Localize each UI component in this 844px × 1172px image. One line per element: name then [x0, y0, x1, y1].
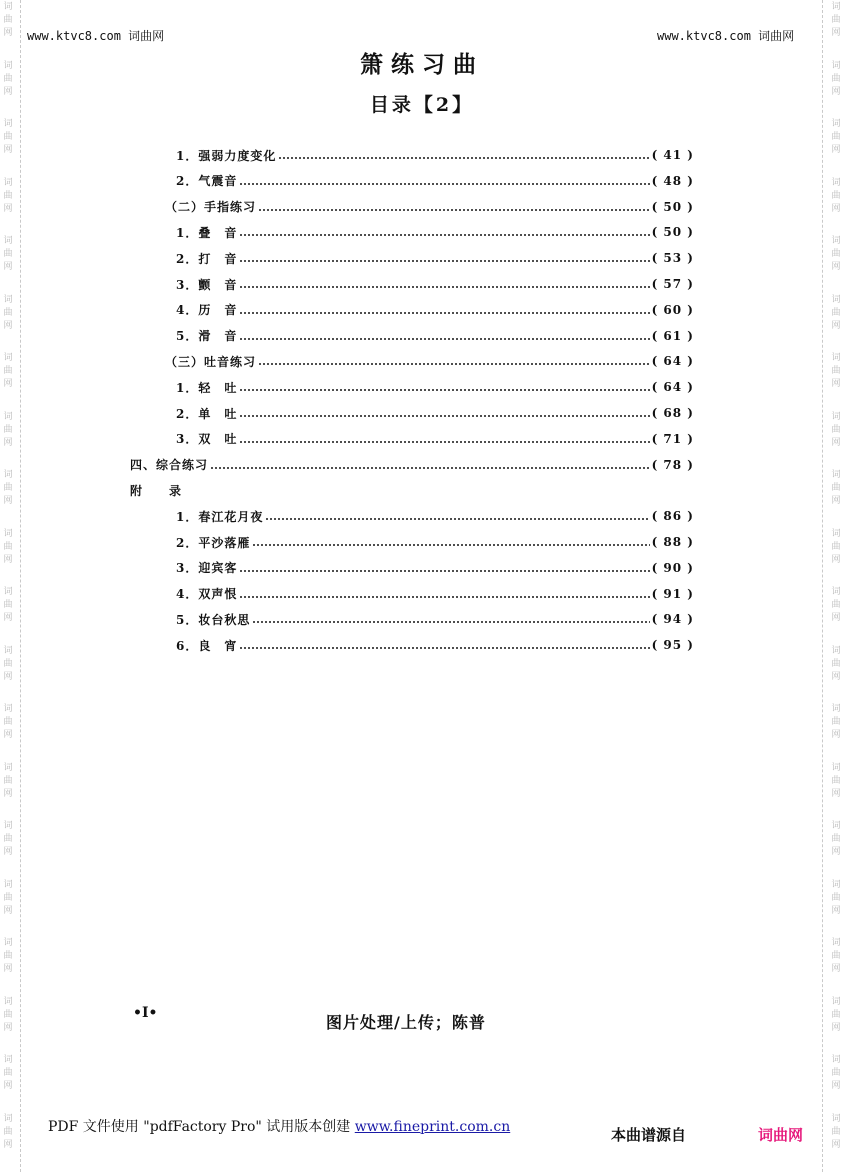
- toc-leader-dots: [239, 312, 649, 314]
- watermark-char: 曲: [831, 1068, 841, 1078]
- header-site-right[interactable]: www.ktvc8.com 词曲网: [657, 29, 795, 43]
- watermark-char: 曲: [3, 483, 13, 493]
- toc-entry-page: ( 53 ): [651, 251, 694, 266]
- right-dashed-border: [822, 0, 823, 1172]
- brand-logo-text[interactable]: 词曲网: [758, 1126, 804, 1144]
- toc-entry-label: （三）吐音练习: [165, 354, 257, 369]
- toc-entry-page: ( 48 ): [651, 173, 694, 188]
- toc-leader-dots: [239, 389, 649, 391]
- watermark-char: 词: [3, 177, 13, 188]
- toc-entry-page: ( 86 ): [651, 509, 694, 524]
- watermark-char: 词: [831, 645, 841, 656]
- toc-entry-page: ( 64 ): [651, 354, 694, 369]
- toc-entry-label: 2．单 吐: [176, 406, 238, 421]
- watermark-char: 网: [3, 28, 13, 38]
- watermark-char: 曲: [831, 249, 841, 259]
- watermark-char: 词: [3, 353, 13, 363]
- source-label: 本曲谱源自: [611, 1126, 687, 1144]
- toc-entry[interactable]: [176, 558, 694, 578]
- watermark-char: 曲: [831, 1126, 841, 1137]
- watermark-char: 网: [831, 145, 841, 155]
- watermark-char: 词: [3, 587, 13, 597]
- watermark-char: 曲: [3, 541, 13, 552]
- toc-leader-dots: [239, 286, 649, 288]
- watermark-char: 曲: [3, 1068, 13, 1078]
- watermark-group: [3, 938, 12, 997]
- toc-entry[interactable]: [176, 532, 694, 552]
- toc-entry-label: 2．气震音: [176, 174, 238, 189]
- toc-entry-page: ( 91 ): [651, 586, 694, 601]
- watermark-group: [3, 821, 12, 880]
- pdf-footer-note: [48, 1116, 510, 1136]
- watermark-group: [3, 763, 12, 822]
- watermark-char: 词: [831, 177, 841, 188]
- watermark-char: 词: [831, 996, 841, 1007]
- watermark-char: 曲: [831, 366, 841, 376]
- page-number: •Ⅰ•: [133, 1005, 158, 1021]
- watermark-char: 网: [831, 203, 841, 214]
- watermark-group: [3, 470, 12, 529]
- toc-entry[interactable]: [176, 145, 694, 165]
- watermark-char: 曲: [3, 190, 13, 201]
- watermark-group: [3, 236, 12, 295]
- watermark-group: [3, 646, 12, 705]
- watermark-char: 词: [3, 236, 13, 246]
- watermark-char: 网: [3, 1081, 13, 1091]
- watermark-group: [3, 295, 12, 354]
- watermark-char: 网: [3, 86, 13, 97]
- watermark-char: 曲: [831, 951, 841, 961]
- credit-line: 图片处理/上传；陈普: [326, 1013, 486, 1032]
- toc-entry-page: ( 88 ): [651, 535, 694, 549]
- watermark-char: 网: [831, 320, 841, 331]
- watermark-char: 网: [3, 554, 13, 565]
- watermark-group: [831, 236, 840, 295]
- watermark-group: [831, 412, 840, 471]
- watermark-char: 网: [3, 613, 13, 623]
- watermark-char: 曲: [3, 366, 13, 376]
- toc-entry-label: （二）手指练习: [165, 200, 257, 215]
- toc-entry-label: 5．妆台秋思: [176, 612, 251, 627]
- watermark-char: 词: [3, 2, 13, 12]
- watermark-char: 网: [831, 1139, 841, 1150]
- toc-entry[interactable]: [176, 403, 694, 423]
- watermark-char: 网: [831, 28, 841, 38]
- fineprint-link[interactable]: www.fineprint.com.cn: [354, 1119, 511, 1135]
- toc-entry-page: ( 95 ): [651, 638, 694, 653]
- toc-entry-label: 3．双 吐: [176, 432, 238, 447]
- watermark-char: 曲: [3, 951, 13, 961]
- watermark-group: [831, 763, 840, 822]
- watermark-group: [831, 997, 840, 1056]
- watermark-char: 词: [3, 938, 13, 948]
- watermark-char: 词: [3, 528, 13, 539]
- watermark-char: 网: [831, 905, 841, 916]
- watermark-char: 曲: [831, 775, 841, 786]
- page-title: 箫练习曲: [360, 51, 484, 78]
- watermark-char: 网: [3, 671, 13, 682]
- watermark-char: 词: [831, 587, 841, 597]
- watermark-group: [3, 353, 12, 412]
- watermark-group: [3, 880, 12, 939]
- watermark-group: [831, 178, 840, 237]
- watermark-char: 网: [3, 496, 13, 506]
- watermark-group: [831, 1055, 840, 1114]
- watermark-char: 词: [831, 879, 841, 890]
- watermark-char: 网: [831, 730, 841, 740]
- toc-entry-page: ( 90 ): [651, 560, 694, 575]
- page-subtitle: 目录【2】: [369, 94, 475, 116]
- header-site-left[interactable]: www.ktvc8.com 词曲网: [27, 29, 165, 43]
- toc-leader-dots: [210, 467, 650, 469]
- watermark-char: 网: [831, 613, 841, 623]
- watermark-char: 曲: [3, 717, 13, 727]
- watermark-char: 曲: [831, 424, 841, 435]
- watermark-char: 网: [831, 262, 841, 272]
- watermark-char: 曲: [831, 307, 841, 318]
- toc-entry[interactable]: [176, 171, 694, 191]
- toc-leader-dots: [239, 260, 649, 262]
- pdf-footer-text: PDF 文件使用 "pdfFactory Pro" 试用版本创建: [48, 1119, 351, 1135]
- toc-entry-label: 3．迎宾客: [176, 561, 238, 576]
- watermark-char: 词: [831, 938, 841, 948]
- watermark-group: [3, 704, 12, 763]
- toc-entry-label: 1．春江花月夜: [176, 509, 264, 524]
- watermark-char: 词: [3, 60, 13, 71]
- toc-leader-dots: [239, 441, 649, 443]
- watermark-char: 词: [831, 60, 841, 71]
- watermark-char: 词: [3, 1055, 13, 1065]
- watermark-char: 曲: [831, 15, 841, 25]
- watermark-group: [831, 646, 840, 705]
- watermark-char: 网: [831, 1081, 841, 1091]
- watermark-char: 网: [831, 437, 841, 448]
- toc-entry[interactable]: [176, 609, 694, 629]
- watermark-group: [831, 119, 840, 178]
- watermark-group: [831, 470, 840, 529]
- toc-entry-label: 1．叠 音: [176, 225, 238, 240]
- toc-entry[interactable]: [130, 480, 694, 500]
- watermark-char: 网: [3, 964, 13, 974]
- toc-entry-page: ( 60 ): [651, 302, 694, 317]
- toc-entry[interactable]: [176, 377, 694, 397]
- watermark-char: 词: [831, 821, 841, 831]
- toc-entry[interactable]: [176, 506, 694, 526]
- toc-leader-dots: [278, 157, 649, 159]
- watermark-char: 曲: [831, 600, 841, 610]
- watermark-char: 词: [3, 411, 13, 422]
- watermark-char: 网: [831, 1022, 841, 1033]
- toc-entry-label: 4．历 音: [176, 303, 238, 318]
- watermark-char: 曲: [3, 600, 13, 610]
- toc-entry[interactable]: [130, 455, 694, 475]
- toc-leader-dots: [239, 234, 649, 236]
- watermark-group: [3, 529, 12, 588]
- watermark-char: 词: [3, 879, 13, 890]
- watermark-char: 网: [3, 437, 13, 448]
- watermark-char: 词: [831, 704, 841, 714]
- watermark-char: 词: [3, 119, 13, 129]
- watermark-char: 曲: [3, 834, 13, 844]
- toc-entry-label: 6．良 宵: [176, 638, 238, 653]
- watermark-char: 曲: [831, 132, 841, 142]
- toc-entry[interactable]: [176, 300, 694, 320]
- toc-leader-dots: [252, 544, 649, 546]
- toc-leader-dots: [258, 209, 650, 211]
- watermark-char: 词: [831, 294, 841, 305]
- watermark-char: 曲: [3, 1009, 13, 1020]
- watermark-char: 词: [3, 1113, 13, 1124]
- watermark-char: 曲: [831, 834, 841, 844]
- watermark-char: 词: [3, 704, 13, 714]
- toc-leader-dots: [265, 518, 649, 520]
- watermark-char: 网: [3, 320, 13, 331]
- watermark-char: 曲: [831, 541, 841, 552]
- watermark-char: 网: [3, 262, 13, 272]
- toc-entry-page: ( 41 ): [651, 148, 694, 162]
- watermark-group: [831, 353, 840, 412]
- watermark-group: [3, 178, 12, 237]
- toc-leader-dots: [239, 338, 649, 340]
- watermark-group: [3, 997, 12, 1056]
- watermark-group: [831, 821, 840, 880]
- toc-entry-label: 5．滑 音: [176, 329, 238, 344]
- toc-entry[interactable]: [176, 326, 694, 346]
- watermark-char: 词: [831, 119, 841, 129]
- watermark-group: [3, 1114, 12, 1172]
- watermark-char: 曲: [831, 190, 841, 201]
- toc-entry-page: ( 94 ): [651, 612, 694, 627]
- toc-entry-page: ( 61 ): [651, 328, 694, 343]
- toc-entry-page: ( 78 ): [651, 457, 694, 472]
- watermark-char: 网: [831, 671, 841, 682]
- watermark-group: [831, 880, 840, 939]
- left-watermark-strip: [2, 0, 14, 1172]
- watermark-group: [831, 1114, 840, 1172]
- toc-leader-dots: [239, 647, 649, 649]
- toc-entry-label: 1．强弱力度变化: [176, 148, 277, 163]
- watermark-char: 曲: [3, 775, 13, 786]
- toc-entry-label: 3．颤 音: [176, 277, 238, 292]
- watermark-char: 网: [831, 554, 841, 565]
- toc-leader-dots: [239, 183, 649, 185]
- watermark-group: [831, 295, 840, 354]
- watermark-group: [3, 1055, 12, 1114]
- watermark-group: [3, 119, 12, 178]
- toc-leader-dots: [252, 621, 649, 623]
- watermark-char: 曲: [831, 1009, 841, 1020]
- toc-entry[interactable]: [176, 274, 694, 294]
- toc-entry-page: ( 64 ): [651, 380, 694, 395]
- watermark-char: 网: [831, 847, 841, 857]
- toc-entry-label: 附 录: [130, 483, 183, 498]
- watermark-group: [831, 587, 840, 646]
- watermark-char: 词: [3, 294, 13, 305]
- toc-leader-dots: [258, 363, 650, 365]
- toc-leader-dots: [239, 415, 649, 417]
- toc-entry-page: ( 50 ): [651, 225, 694, 240]
- watermark-char: 网: [3, 905, 13, 916]
- toc-entry-label: 2．打 音: [176, 251, 238, 266]
- watermark-char: 网: [3, 379, 13, 389]
- watermark-group: [831, 938, 840, 997]
- watermark-char: 词: [831, 762, 841, 773]
- watermark-char: 曲: [3, 132, 13, 142]
- toc-entry[interactable]: [165, 351, 694, 371]
- watermark-char: 网: [3, 1139, 13, 1150]
- watermark-char: 曲: [3, 15, 13, 25]
- watermark-char: 曲: [3, 73, 13, 84]
- watermark-char: 曲: [831, 73, 841, 84]
- watermark-char: 网: [3, 203, 13, 214]
- toc-leader-dots: [239, 596, 649, 598]
- toc-entry[interactable]: [176, 584, 694, 604]
- watermark-char: 词: [831, 236, 841, 246]
- toc-entry-label: 2．平沙落雁: [176, 535, 251, 550]
- watermark-char: 网: [831, 86, 841, 97]
- watermark-char: 词: [3, 996, 13, 1007]
- watermark-char: 曲: [3, 249, 13, 259]
- watermark-char: 网: [3, 847, 13, 857]
- watermark-char: 曲: [3, 307, 13, 318]
- watermark-char: 曲: [3, 658, 13, 669]
- watermark-char: 曲: [3, 424, 13, 435]
- toc-entry[interactable]: [176, 429, 694, 449]
- toc-entry-label: 1．轻 吐: [176, 380, 238, 395]
- watermark-char: 词: [831, 470, 841, 480]
- watermark-char: 词: [831, 2, 841, 12]
- watermark-char: 网: [831, 788, 841, 799]
- watermark-char: 词: [3, 470, 13, 480]
- toc-entry-page: ( 57 ): [651, 277, 694, 291]
- toc-entry-page: ( 71 ): [651, 431, 694, 446]
- watermark-char: 曲: [3, 1126, 13, 1137]
- watermark-char: 网: [3, 145, 13, 155]
- watermark-group: [831, 529, 840, 588]
- watermark-char: 词: [3, 762, 13, 773]
- watermark-char: 网: [3, 1022, 13, 1033]
- watermark-char: 网: [3, 730, 13, 740]
- watermark-group: [3, 587, 12, 646]
- toc-entry-label: 四、综合练习: [130, 458, 209, 473]
- watermark-char: 词: [831, 353, 841, 363]
- toc-entry-page: ( 50 ): [651, 199, 694, 214]
- watermark-char: 词: [831, 411, 841, 422]
- watermark-group: [831, 704, 840, 763]
- watermark-char: 网: [3, 788, 13, 799]
- watermark-char: 曲: [831, 892, 841, 903]
- toc-entry[interactable]: [176, 248, 694, 268]
- watermark-char: 词: [831, 528, 841, 539]
- watermark-char: 网: [831, 964, 841, 974]
- watermark-char: 词: [831, 1055, 841, 1065]
- watermark-char: 曲: [831, 717, 841, 727]
- watermark-char: 词: [831, 1113, 841, 1124]
- toc-entry[interactable]: [165, 197, 694, 217]
- toc-entry[interactable]: [176, 222, 694, 242]
- toc-entry[interactable]: [176, 635, 694, 655]
- right-watermark-strip: [830, 0, 842, 1172]
- watermark-char: 词: [3, 821, 13, 831]
- watermark-char: 曲: [3, 892, 13, 903]
- left-dashed-border: [20, 0, 21, 1172]
- watermark-group: [3, 412, 12, 471]
- toc-leader-dots: [239, 570, 649, 572]
- watermark-char: 网: [831, 496, 841, 506]
- toc-entry-page: ( 68 ): [651, 406, 694, 420]
- watermark-char: 词: [3, 645, 13, 656]
- watermark-char: 网: [831, 379, 841, 389]
- watermark-char: 曲: [831, 658, 841, 669]
- watermark-char: 曲: [831, 483, 841, 493]
- toc-entry-label: 4．双声恨: [176, 587, 238, 602]
